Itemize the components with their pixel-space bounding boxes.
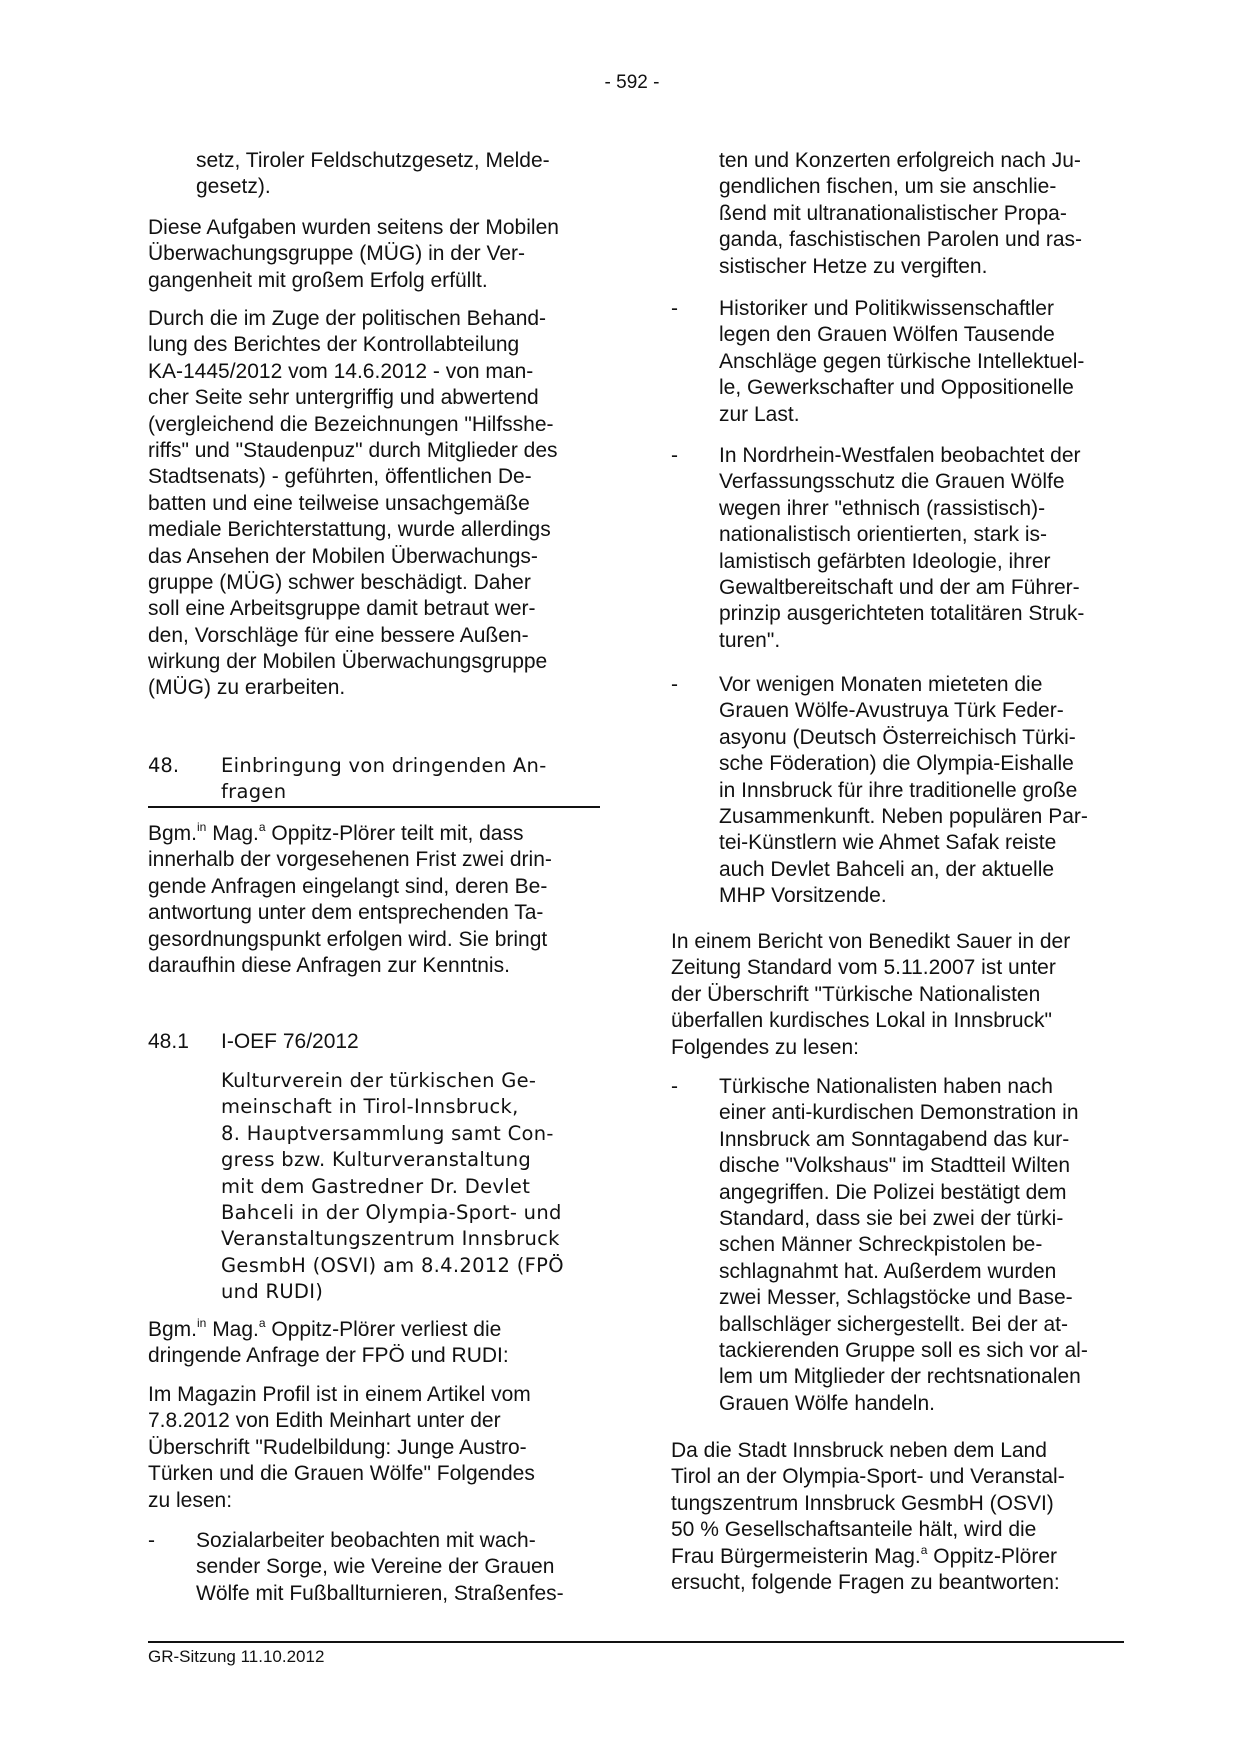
- text-line: ersucht, folgende Fragen zu beantworten:: [671, 1570, 1060, 1594]
- footer-rule: [148, 1641, 1124, 1643]
- superscript: a: [920, 1542, 928, 1557]
- text-line: nationalistisch orientierten, stark is-: [719, 523, 1047, 547]
- text-line: [671, 1544, 1065, 1570]
- text-line: GesmbH (OSVI) am 8.4.2012 (FPÖ: [221, 1253, 564, 1277]
- text-segment: Oppitz-Plörer teilt mit, dass: [265, 822, 524, 845]
- section-number: 48.: [148, 754, 180, 777]
- text-line: dische "Volkshaus" im Stadtteil Wilten: [719, 1154, 1071, 1178]
- superscript: a: [258, 820, 266, 834]
- superscript: a: [258, 1316, 266, 1330]
- heading-underline: [148, 806, 600, 808]
- text-line: Tirol an der Olympia-Sport- und Veranstal-: [671, 1465, 1065, 1489]
- footer-text: GR-Sitzung 11.10.2012: [148, 1647, 325, 1666]
- text-line: Türkische Nationalisten haben nach: [719, 1075, 1053, 1098]
- text-line: Grauen Wölfe-Avustruya Türk Feder-: [719, 699, 1064, 723]
- superscript: in: [197, 1316, 207, 1330]
- text-line: wegen ihrer "ethnisch (rassistisch)-: [719, 496, 1046, 520]
- bullet-historiker: [719, 296, 1084, 428]
- text-line: mediale Berichterstattung, wurde allerdings: [148, 518, 551, 542]
- text-line: [148, 1317, 509, 1343]
- text-line: meinschaft in Tirol-Innsbruck,: [221, 1095, 519, 1119]
- text-line: riffs" und "Staudenpuz" durch Mitglieder des: [148, 438, 558, 462]
- text-line: setz, Tiroler Feldschutzgesetz, Melde-: [196, 149, 550, 172]
- text-line: legen den Grauen Wölfen Tausende: [719, 323, 1055, 347]
- paragraph-durch-die: [148, 306, 558, 702]
- text-line: Anschläge gegen türkische Intellektuel-: [719, 349, 1085, 373]
- text-segment: Bgm.: [148, 822, 198, 845]
- text-line: gangenheit mit großem Erfolg erfüllt.: [148, 268, 488, 292]
- text-line: schen Männer Schreckpistolen be-: [719, 1233, 1043, 1257]
- text-line: gesetz).: [196, 175, 271, 199]
- text-line: wirkung der Mobilen Überwachungsgruppe: [148, 650, 548, 674]
- text-segment: Mag.: [206, 1318, 259, 1341]
- text-line: dringende Anfrage der FPÖ und RUDI:: [148, 1344, 509, 1368]
- text-line: ballschläger sichergestellt. Bei der at-: [719, 1312, 1069, 1336]
- text-line: den, Vorschläge für eine bessere Außen-: [148, 623, 529, 647]
- section-heading: [221, 753, 547, 806]
- text-line: lem um Mitglieder der rechtsnationalen: [719, 1365, 1081, 1389]
- bullet-nordrhein-westfalen: [719, 443, 1084, 654]
- text-segment: Bgm.: [148, 1318, 198, 1341]
- text-line: sche Föderation) die Olympia-Eishalle: [719, 752, 1074, 776]
- subsection-title: I-OEF 76/2012: [221, 1030, 359, 1053]
- subsection-subject: [221, 1068, 564, 1306]
- text-line: Im Magazin Profil ist in einem Artikel vom: [148, 1383, 531, 1406]
- text-line: Zusammenkunft. Neben populären Par-: [719, 804, 1088, 828]
- text-line: angegriffen. Die Polizei bestätigt dem: [719, 1180, 1067, 1204]
- text-line: Historiker und Politikwissenschaftler: [719, 297, 1054, 320]
- text-line: tei-Künstlern wie Ahmet Safak reiste: [719, 831, 1057, 855]
- bullet-vor-wenigen-monaten: [719, 672, 1088, 910]
- text-line: (vergleichend die Bezeichnungen "Hilfsshe-: [148, 412, 554, 436]
- text-line: zu lesen:: [148, 1488, 233, 1512]
- text-line: zwei Messer, Schlagstöcke und Base-: [719, 1286, 1073, 1310]
- paragraph-magazin-profil: [148, 1382, 535, 1514]
- text-line: und RUDI): [221, 1280, 324, 1304]
- bullet-dash: -: [148, 1529, 155, 1552]
- text-line: 50 % Gesellschaftsanteile hält, wird die: [671, 1518, 1037, 1542]
- text-line: Veranstaltungszentrum Innsbruck: [221, 1227, 560, 1251]
- text-line: das Ansehen der Mobilen Überwachungs-: [148, 544, 538, 568]
- text-line: Kulturverein der türkischen Ge-: [221, 1069, 537, 1092]
- text-line: tackierenden Gruppe soll es sich vor al-: [719, 1338, 1088, 1362]
- text-line: der Überschrift "Türkische Nationalisten: [671, 982, 1041, 1006]
- text-line: Zeitung Standard vom 5.11.2007 ist unter: [671, 956, 1056, 980]
- text-line: Grauen Wölfe handeln.: [719, 1391, 935, 1415]
- text-line: überfallen kurdisches Lokal in Innsbruck": [671, 1009, 1052, 1033]
- text-line: ganda, faschistischen Parolen und ras-: [719, 228, 1083, 252]
- text-line: le, Gewerkschafter und Oppositionelle: [719, 376, 1074, 400]
- text-segment: Oppitz-Plörer: [927, 1544, 1057, 1568]
- paragraph-diese-aufgaben: [148, 215, 559, 294]
- text-line: gesordnungspunkt erfolgen wird. Sie bringt: [148, 927, 548, 951]
- text-line: in Innsbruck für ihre traditionelle große: [719, 778, 1078, 802]
- text-line: (MÜG) zu erarbeiten.: [148, 676, 346, 700]
- text-line: antwortung unter dem entsprechenden Ta-: [148, 901, 544, 925]
- text-line: ßend mit ultranationalistischer Propa-: [719, 201, 1067, 225]
- page-number: - 592 -: [604, 72, 660, 93]
- text-line: tungszentrum Innsbruck GesmbH (OSVI): [671, 1491, 1054, 1515]
- text-line: Durch die im Zuge der politischen Behand-: [148, 307, 547, 330]
- bullet-dash: -: [671, 673, 678, 696]
- bullet-sozialarbeiter-continued: [719, 148, 1082, 280]
- text-line: In Nordrhein-Westfalen beobachtet der: [719, 444, 1081, 467]
- text-line: daraufhin diese Anfragen zur Kenntnis.: [148, 953, 510, 977]
- text-segment: Oppitz-Plörer verliest die: [265, 1318, 502, 1341]
- bullet-tuerkische-nationalisten: [719, 1074, 1088, 1417]
- text-line: Standard, dass sie bei zwei der türki-: [719, 1206, 1064, 1230]
- text-line: Wölfe mit Fußballturnieren, Straßenfes-: [196, 1581, 564, 1605]
- paragraph-bericht-standard: [671, 929, 1070, 1061]
- text-line: KA-1445/2012 vom 14.6.2012 - von man-: [148, 359, 534, 383]
- text-line: Sozialarbeiter beobachten mit wach-: [196, 1529, 536, 1552]
- text-line: 7.8.2012 von Edith Meinhart unter der: [148, 1409, 501, 1433]
- text-line: ten und Konzerten erfolgreich nach Ju-: [719, 149, 1081, 172]
- text-line: turen".: [719, 628, 781, 652]
- text-line: Folgendes zu lesen:: [671, 1035, 859, 1059]
- text-line: prinzip ausgerichteten totalitären Struk-: [719, 602, 1085, 626]
- text-line: Diese Aufgaben wurden seitens der Mobilen: [148, 216, 559, 239]
- text-line: In einem Bericht von Benedikt Sauer in der: [671, 930, 1071, 953]
- text-line: asyonu (Deutsch Österreichisch Türki-: [719, 725, 1076, 749]
- text-segment: Mag.: [206, 822, 259, 845]
- text-line: gendlichen fischen, um sie anschlie-: [719, 175, 1057, 199]
- text-segment: Frau Bürgermeisterin Mag.: [671, 1544, 921, 1568]
- text-line: soll eine Arbeitsgruppe damit betraut wer-: [148, 597, 536, 621]
- text-line: Überwachungsgruppe (MÜG) in der Ver-: [148, 242, 525, 266]
- text-line: sender Sorge, wie Vereine der Grauen: [196, 1555, 555, 1579]
- subsection-number: 48.1: [148, 1030, 189, 1053]
- text-line: batten und eine teilweise unsachgemäße: [148, 491, 530, 515]
- text-line: auch Devlet Bahceli an, der aktuelle: [719, 857, 1055, 881]
- text-line: 8. Hauptversammlung samt Con-: [221, 1121, 554, 1145]
- text-line: Bahceli in der Olympia-Sport- und: [221, 1200, 562, 1224]
- paragraph-bgm-teilt-mit: [148, 821, 552, 979]
- text-line: einer anti-kurdischen Demonstration in: [719, 1101, 1079, 1125]
- text-line: mit dem Gastredner Dr. Devlet: [221, 1174, 531, 1198]
- text-line: schlagnahmt hat. Außerdem wurden: [719, 1259, 1057, 1283]
- text-line: MHP Vorsitzende.: [719, 884, 887, 908]
- bullet-dash: -: [671, 297, 678, 320]
- text-line: zur Last.: [719, 402, 800, 426]
- paragraph-bgm-verliest: [148, 1317, 509, 1370]
- text-line: gruppe (MÜG) schwer beschädigt. Daher: [148, 570, 531, 594]
- text-line: Türken und die Grauen Wölfe" Folgendes: [148, 1462, 535, 1486]
- text-line: Einbringung von dringenden An-: [221, 754, 547, 777]
- text-line: Vor wenigen Monaten mieteten die: [719, 673, 1043, 696]
- bullet-sozialarbeiter: [196, 1528, 564, 1607]
- text-line: Überschrift "Rudelbildung: Junge Austro-: [148, 1435, 527, 1459]
- text-line: Da die Stadt Innsbruck neben dem Land: [671, 1439, 1047, 1462]
- text-line: cher Seite sehr untergriffig und abwertend: [148, 386, 539, 410]
- text-line: gress bzw. Kulturveranstaltung: [221, 1148, 532, 1172]
- text-line: Stadtsenats) - geführten, öffentlichen De-: [148, 465, 532, 489]
- text-line: Verfassungsschutz die Grauen Wölfe: [719, 470, 1065, 494]
- text-line: Gewaltbereitschaft und der am Führer-: [719, 575, 1080, 599]
- bullet-dash: -: [671, 444, 678, 467]
- text-line: [148, 821, 552, 847]
- bullet-dash: -: [671, 1075, 678, 1098]
- text-line: lung des Berichtes der Kontrollabteilung: [148, 333, 520, 357]
- text-line: fragen: [221, 780, 287, 804]
- text-line: sistischer Hetze zu vergiften.: [719, 254, 988, 278]
- text-line: Innsbruck am Sonntagabend das kur-: [719, 1127, 1070, 1151]
- paragraph-stadt-innsbruck: [671, 1438, 1065, 1596]
- text-line: gende Anfragen eingelangt sind, deren Be-: [148, 874, 548, 898]
- text-line: innerhalb der vorgesehenen Frist zwei drin-: [148, 848, 552, 872]
- paragraph-setz: [196, 148, 550, 201]
- text-line: lamistisch gefärbten Ideologie, ihrer: [719, 549, 1051, 573]
- superscript: in: [197, 820, 207, 834]
